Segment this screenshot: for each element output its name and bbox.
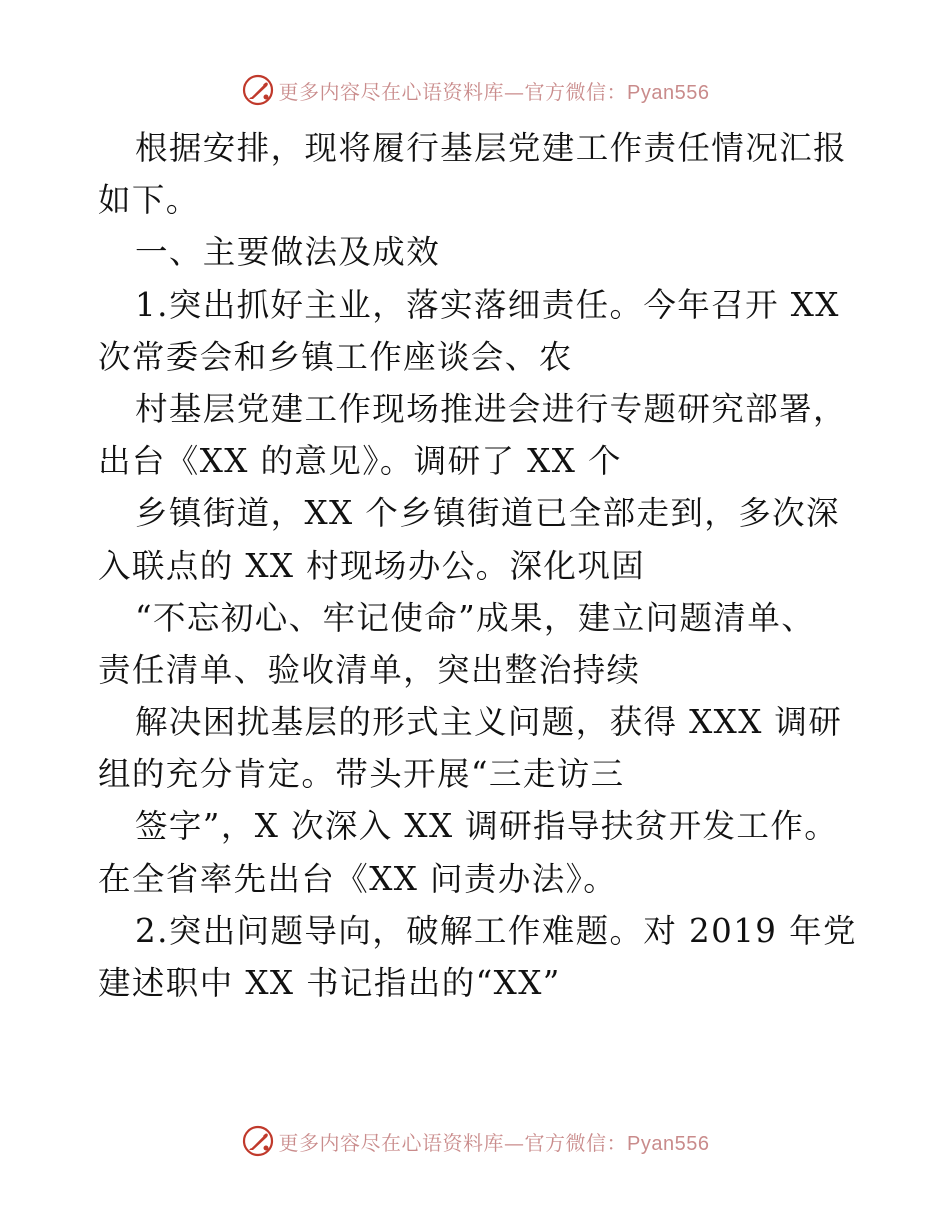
watermark-header xyxy=(0,70,950,110)
watermark-text xyxy=(279,76,710,105)
watermark-text-en: Pyan556 xyxy=(627,81,710,104)
text-line: 1.突出抓好主业，落实落细责任。今年召开 XX xyxy=(135,285,840,324)
document-body xyxy=(98,122,858,1009)
watermark-text-cn: 更多内容尽在心语资料库—官方微信： xyxy=(278,79,628,104)
text-line: “不忘初心、牢记使命”成果，建立问题清单、 xyxy=(135,598,816,637)
watermark-footer xyxy=(0,1121,950,1161)
text-line: 如下。 xyxy=(98,181,200,220)
text-line: 2.突出问题导向，破解工作难题。对 2019 年党 xyxy=(135,911,857,950)
text-line: 组的充分肯定。带头开展“三走访三 xyxy=(98,755,625,794)
text-line: 根据安排，现将履行基层党建工作责任情况汇报 xyxy=(135,129,847,167)
text-line: 在全省率先出台《XX 问责办法》。 xyxy=(98,859,618,898)
text-line: 责任清单、验收清单，突出整治持续 xyxy=(98,650,641,689)
text-line: 村基层党建工作现场推进会进行专题研究部署， xyxy=(135,389,847,428)
feather-pen-logo-icon xyxy=(241,73,275,107)
text-line: 签字”，X 次深入 XX 调研指导扶贫开发工作。 xyxy=(135,807,839,846)
text-line: 乡镇街道，XX 个乡镇街道已全部走到，多次深 xyxy=(135,494,840,533)
watermark-text-en: Pyan556 xyxy=(627,1132,710,1155)
text-line: 次常委会和乡镇工作座谈会、农 xyxy=(98,337,573,376)
text-line: 解决困扰基层的形式主义问题，获得 XXX 调研 xyxy=(135,703,843,742)
text-line: 出台《XX 的意见》。调研了 XX 个 xyxy=(98,442,622,481)
text-line: 一、主要做法及成效 xyxy=(135,233,441,272)
watermark-text xyxy=(279,1127,710,1156)
text-line: 入联点的 XX 村现场办公。深化巩固 xyxy=(98,546,646,585)
watermark-text-cn: 更多内容尽在心语资料库—官方微信： xyxy=(278,1130,628,1155)
text-line: 建述职中 XX 书记指出的“XX” xyxy=(98,964,561,1002)
feather-pen-logo-icon xyxy=(241,1124,275,1158)
